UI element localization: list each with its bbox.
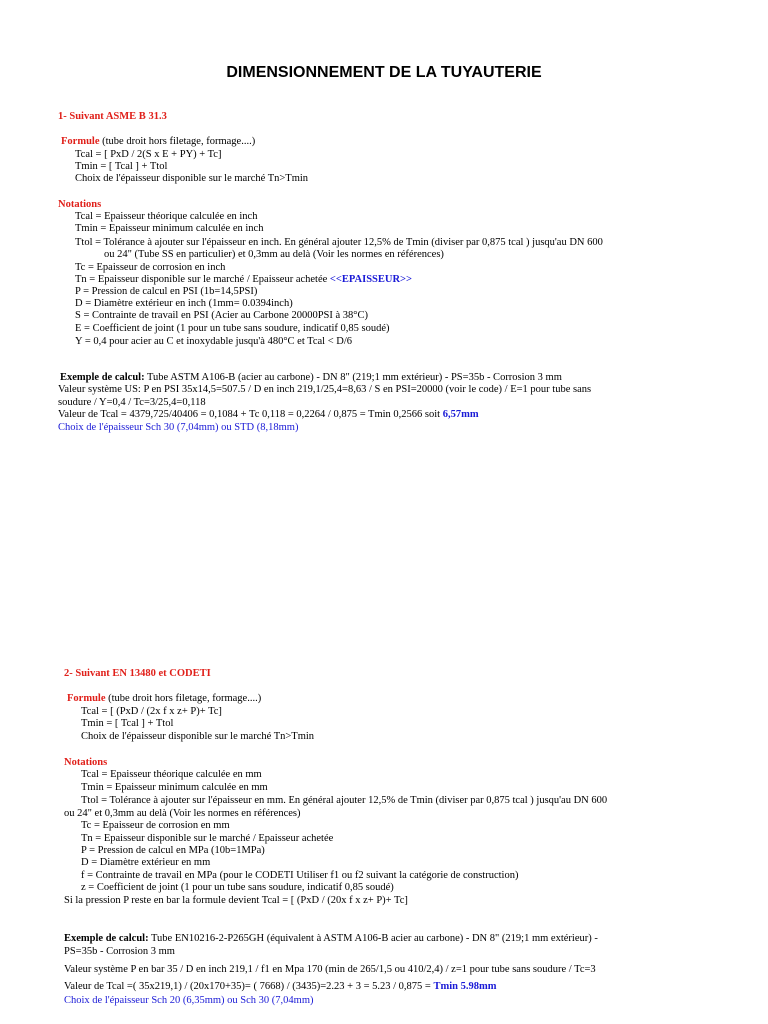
s2-example-result: Tmin 5.98mm [433, 981, 497, 992]
s1-example-desc: Tube ASTM A106-B (acier au carbone) - DN 8" (219;1 mm extérieur) - PS=35b - Corrosion 3 mm [144, 372, 562, 383]
s2-formula-tmin: Tmin = [ Tcal ] + Ttol [81, 718, 174, 729]
page-title: DIMENSIONNEMENT DE LA TUYAUTERIE [226, 64, 542, 81]
s2-notation-tc: Tc = Epaisseur de corrosion en mm [81, 820, 230, 831]
s2-notation-bar: Si la pression P reste en bar la formule devient Tcal = [ (PxD / (20x f x z+ P)+ Tc] [64, 895, 408, 906]
s1-notation-d: D = Diamètre extérieur en inch (1mm= 0.0394inch) [75, 298, 293, 309]
s2-notation-f: f = Contrainte de travail en MPa (pour le CODETI Utiliser f1 ou f2 suivant la catégorie de construction) [81, 870, 519, 881]
s2-notation-p: P = Pression de calcul en MPa (10b=1MPa) [81, 845, 265, 856]
s2-formula-choice: Choix de l'épaisseur disponible sur le marché Tn>Tmin [81, 731, 315, 742]
s2-example-desc: Tube EN10216-2-P265GH (équivalent à ASTM A106-B acier au carbone) - DN 8" (219;1 mm extérieur) - [148, 933, 598, 944]
s2-notation-tcal: Tcal = Epaisseur théorique calculée en mm [81, 769, 262, 780]
s2-formula-tcal: Tcal = [ (PxD / (2x f x z+ P)+ Tc] [81, 706, 222, 717]
s2-notation-ttol-cont: ou 24" et 0,3mm au delà (Voir les normes en références) [64, 808, 301, 819]
s1-formula-choice: Choix de l'épaisseur disponible sur le marché Tn>Tmin [75, 173, 309, 184]
s1-example-line [60, 372, 562, 384]
s1-notation-tmin: Tmin = Epaisseur minimum calculée en inch [75, 223, 264, 234]
s2-formule-label: Formule [67, 693, 106, 704]
s2-example-desc-cont: PS=35b - Corrosion 3 mm [64, 946, 175, 957]
s1-example-label: Exemple de calcul: [60, 372, 145, 383]
s1-example-tcal-text: Valeur de Tcal = 4379,725/40406 = 0,1084 + Tc 0,118 = 0,2264 / 0,875 = Tmin 0,2566 soit [58, 409, 443, 420]
s1-example-choice: Choix de l'épaisseur Sch 30 (7,04mm) ou STD (8,18mm) [58, 422, 299, 433]
s2-formule-desc: (tube droit hors filetage, formage....) [105, 693, 262, 704]
s1-notation-tn [75, 274, 412, 286]
s2-notations-label: Notations [64, 757, 108, 768]
s1-example-values: Valeur système US: P en PSI 35x14,5=507.5 / D en inch 219,1/25,4=8,63 / S en PSI=20000 (voir le code) / E=1 pour tube sans [58, 384, 592, 395]
s1-notation-ttol-cont: ou 24" (Tube SS en particulier) et 0,3mm au delà (Voir les normes en références) [104, 249, 444, 260]
s1-notation-s: S = Contrainte de travail en PSI (Acier au Carbone 20000PSI à 38°C) [75, 310, 368, 321]
s1-notation-ttol: Ttol = Tolérance à ajouter sur l'épaisseur en inch. En général ajouter 12,5% de Tmin (diviser par 0,875 tcal ) jusqu'au DN 600 [75, 237, 603, 248]
s1-formula-tcal: Tcal = [ PxD / 2(S x E + PY) + Tc] [75, 149, 222, 160]
s2-example-tcal-text: Valeur de Tcal =( 35x219,1) / (20x170+35)= ( 7668) / (3435)=2.23 + 3 = 5.23 / 0,875 = [64, 981, 434, 992]
s2-example-choice: Choix de l'épaisseur Sch 20 (6,35mm) ou Sch 30 (7,04mm) [64, 995, 314, 1006]
s2-notation-ttol: Ttol = Tolérance à ajouter sur l'épaisseur en mm. En général ajouter 12,5% de Tmin (diviser par 0,875 tcal ) jusqu'au DN 600 [81, 795, 608, 806]
section-1-heading: 1- Suivant ASME B 31.3 [58, 111, 167, 122]
s2-example-tcal [64, 981, 496, 993]
s2-notation-d: D = Diamètre extérieur en mm [81, 857, 211, 868]
s1-formule-desc: (tube droit hors filetage, formage....) [99, 136, 256, 147]
s1-example-tcal [58, 409, 479, 421]
s1-notations-label: Notations [58, 199, 102, 210]
s1-formule-line [61, 136, 255, 148]
s1-example-values-cont: soudure / Y=0,4 / Tc=3/25,4=0,118 [58, 397, 206, 408]
s1-notation-tcal: Tcal = Epaisseur théorique calculée en inch [75, 211, 258, 222]
s2-example-label: Exemple de calcul: [64, 933, 149, 944]
s1-formule-label: Formule [61, 136, 100, 147]
s2-example-values: Valeur système P en bar 35 / D en inch 219,1 / f1 en Mpa 170 (min de 265/1,5 ou 410/2,4) / z=1 pour tube sans soudure / Tc=3 [64, 964, 596, 975]
s2-example-line [64, 933, 598, 945]
s1-notation-e: E = Coefficient de joint (1 pour un tube sans soudure, indicatif 0,85 soudé) [75, 323, 390, 334]
s1-notation-p: P = Pression de calcul en PSI (1b=14,5PSI) [75, 286, 258, 297]
s1-notation-tc: Tc = Epaisseur de corrosion en inch [75, 262, 226, 273]
epaisseur-link[interactable]: <<EPAISSEUR>> [329, 274, 413, 285]
s1-example-result: 6,57mm [442, 409, 479, 420]
s1-notation-tn-text: Tn = Epaisseur disponible sur le marché / Epaisseur achetée [75, 274, 330, 285]
s2-formule-line [67, 693, 261, 705]
s2-notation-z: z = Coefficient de joint (1 pour un tube sans soudure, indicatif 0,85 soudé) [81, 882, 394, 893]
section-2-heading: 2- Suivant EN 13480 et CODETI [64, 668, 211, 679]
s1-notation-y: Y = 0,4 pour acier au C et inoxydable jusqu'à 480°C et Tcal < D/6 [75, 336, 353, 347]
s2-notation-tn: Tn = Epaisseur disponible sur le marché / Epaisseur achetée [81, 833, 334, 844]
s1-formula-tmin: Tmin = [ Tcal ] + Ttol [75, 161, 168, 172]
s2-notation-tmin: Tmin = Epaisseur minimum calculée en mm [81, 782, 268, 793]
